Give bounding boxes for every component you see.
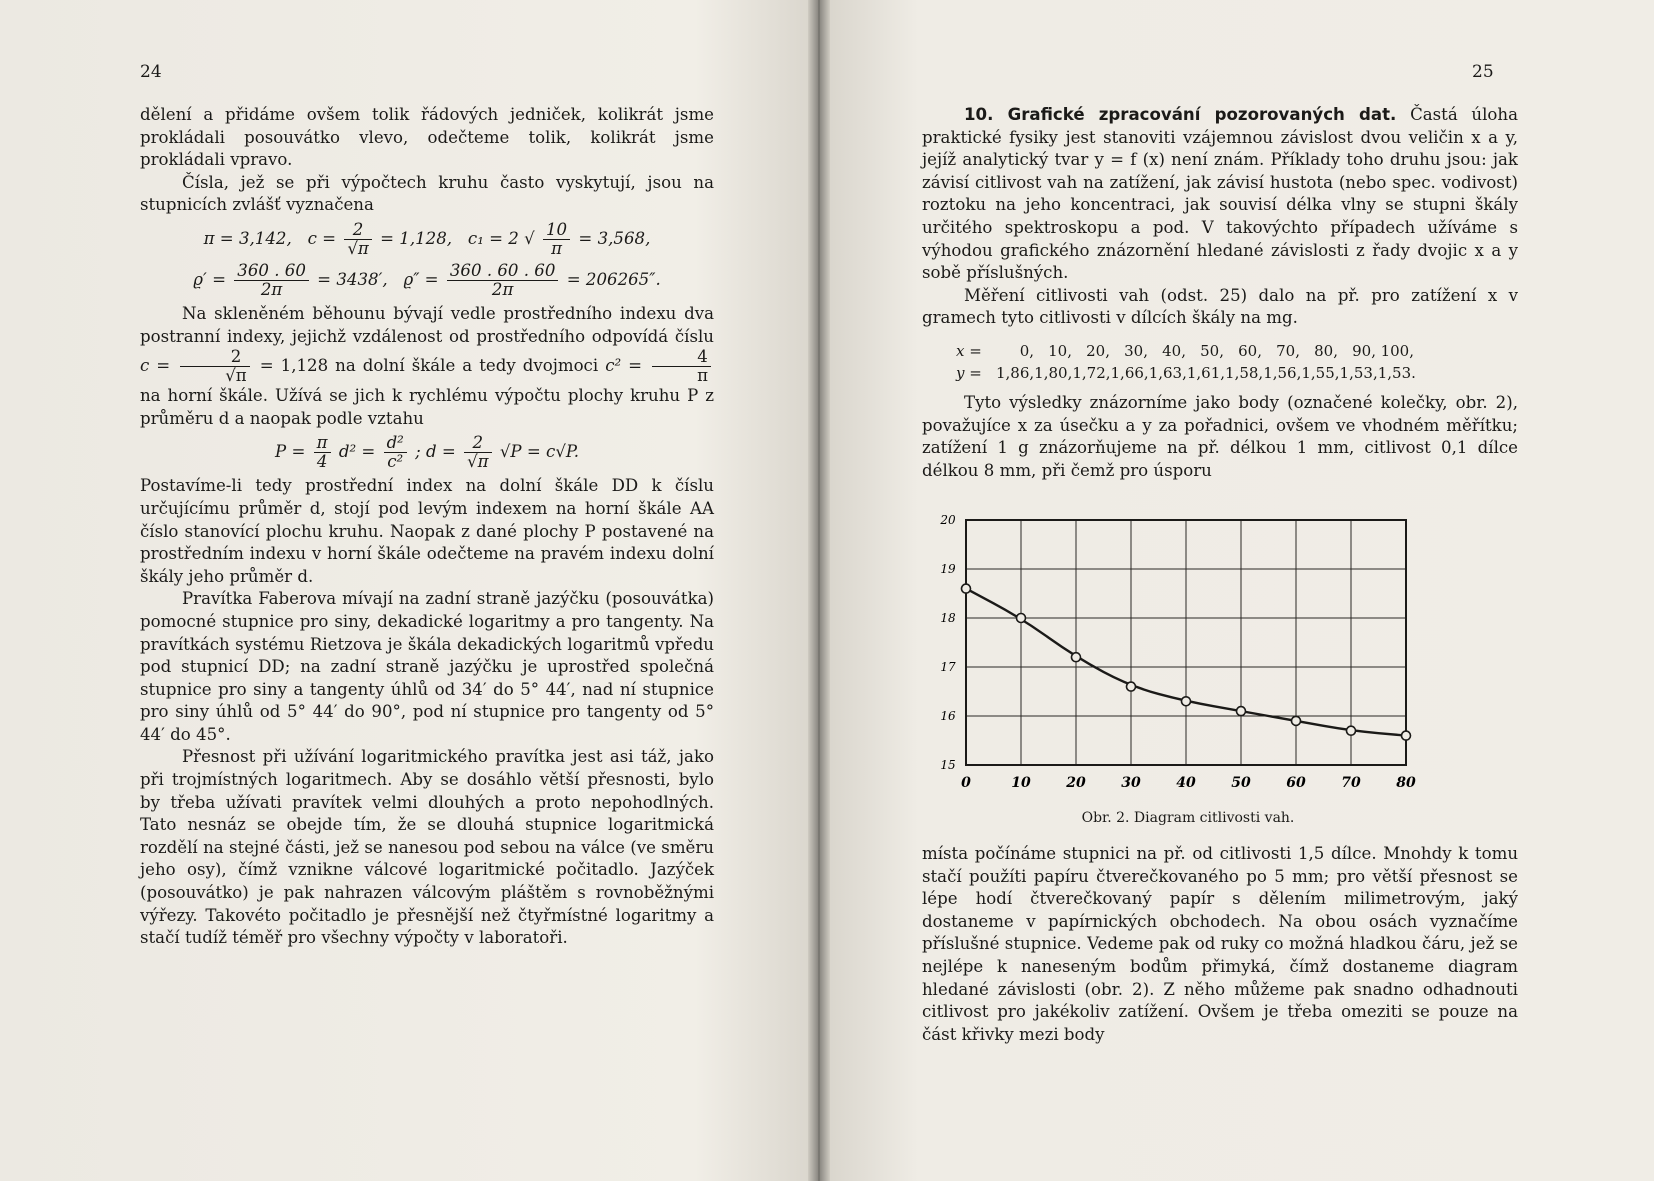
left-text-column	[140, 104, 714, 950]
y-value: 1,86,	[996, 363, 1035, 382]
data-table	[956, 340, 1518, 384]
page-number-right: 25	[1472, 62, 1494, 82]
paragraph: dělení a přidáme ovšem tolik řádových jedniček, kolikrát jsme prokládali posouvátko vlevo, odečteme tolik, kolikrát jsme prokládali vpravo.	[140, 105, 714, 170]
sensitivity-chart	[908, 512, 1468, 802]
data-point	[1072, 653, 1081, 662]
y-tick-label: 17	[940, 660, 956, 674]
data-point	[962, 584, 971, 593]
y-tick-label: 16	[940, 709, 956, 723]
y-value: 1,63,	[1148, 363, 1187, 382]
formula-pi: π = 3,142,	[203, 228, 292, 248]
y-value: 1,61,	[1186, 363, 1226, 382]
x-tick-label: 20	[1066, 775, 1086, 791]
section-paragraph: 10. Grafické zpracování pozorovaných dat. Častá úloha praktické fysiky jest stanoviti vzájemnou závislost dvou veličin x a y, jejíž analytický tvar y = f (x) není znám. Příklady toho druhu jsou: jak závisí citlivost vah na zatížení, jak závisí hustota (nebo spec. vodivost) roztoku na jeho koncentraci, jak souvisí délka vlny se stupni škály určitého spektroskopu a pod. V takovýchto případech užíváme s výhodou grafického znázornění hledané závislosti z řady dvojic x a y sobě příslušných.	[922, 105, 1518, 283]
fraction: $\frac{10}{\pi}$	[543, 221, 570, 258]
x-tick-label: 60	[1286, 775, 1306, 791]
page-number-left: 24	[140, 62, 162, 82]
fraction: $\frac{\pi}{4}$	[314, 434, 331, 471]
y-tick-label: 19	[940, 562, 956, 576]
x-value: 90,	[1352, 341, 1376, 360]
data-point	[1017, 614, 1026, 623]
data-point	[1127, 682, 1136, 691]
y-value: 1,66,	[1110, 363, 1149, 382]
book-gutter	[808, 0, 830, 1181]
paragraph: Na skleněném běhounu bývají vedle prostředního indexu dva postranní indexy, jejichž vzdálenost od prostředního odpovídá číslu c = $\frac{2}{√\pi}$ = 1,128 na dolní škále a tedy dvojmoci c² = $\frac{4}{\pi}$ na horní škále. Užívá se jich k rychlému výpočtu plochy kruhu P z průměru d a naopak podle vztahu	[140, 303, 714, 428]
paragraph: Čísla, jež se při výpočtech kruhu často vyskytují, jsou na stupnicích zvlášť vyznačena	[140, 172, 714, 215]
formula-term: c₁ = 2 √	[467, 228, 535, 248]
right-page	[818, 0, 1654, 1181]
formula-term: ϱ″ =	[403, 269, 439, 289]
x-tick-label: 40	[1176, 775, 1196, 791]
x-value: 20,	[1086, 341, 1110, 360]
formula-term: = 3,568,	[578, 228, 651, 248]
x-value: 0,	[1019, 341, 1034, 360]
y-tick-label: 15	[940, 758, 956, 772]
formula-term: ϱ′ =	[193, 269, 226, 289]
fraction: $\frac{360 . 60 . 60}{2\pi}$	[447, 262, 559, 299]
x-tick-label: 50	[1231, 775, 1251, 791]
y-value: 1,53.	[1377, 363, 1416, 382]
y-value: 1,56,	[1263, 363, 1302, 382]
x-value: 40,	[1162, 341, 1186, 360]
data-point	[1292, 716, 1301, 725]
x-value: 100,	[1380, 341, 1414, 360]
paragraph: místa počínáme stupnici na př. od citlivosti 1,5 dílce. Mnohdy k tomu stačí použíti papíru čtverečkovaného po 5 mm; pro větší přesnost se lépe hodí čtverečkovaný papír s dělením milimetrovým, jaký dostaneme v papírnických obchodech. Na obou osách vyznačíme příslušné stupnice. Vedeme pak od ruky co možná hladkou čáru, jež se nejlépe k naneseným bodům přimyká, čímž dostaneme diagram hledané závislosti (obr. 2). Z něho můžeme pak snadno odhadnouti citlivost pro jakékoliv zatížení. Ovšem je třeba omeziti se pouze na část křivky mezi body	[922, 844, 1518, 1044]
section-heading: 10. Grafické zpracování pozorovaných dat.	[964, 105, 1397, 124]
right-text-column	[922, 104, 1518, 482]
paragraph: Tyto výsledky znázorníme jako body (označené kolečky, obr. 2), považujíce x za úsečku a y za pořadnici, ovšem ve vhodném měřítku; zatížení 1 g znázorňujeme na př. délkou 1 mm, citlivost 0,1 dílce délkou 8 mm, při čemž pro úsporu	[922, 392, 1518, 480]
formula-rho	[140, 262, 714, 299]
formula-constants	[140, 221, 714, 258]
formula-area: P = $\frac{\pi}{4}$ d² = $\frac{\text{d²}}{\text{c²}}$ ; d = $\frac{2}{√\pi}$ √P = c√P.	[275, 433, 579, 472]
y-value: 1,80,	[1034, 363, 1073, 382]
figure-2	[908, 512, 1468, 826]
figure-caption: Obr. 2. Diagram citlivosti vah.	[1081, 810, 1295, 826]
data-point	[1237, 707, 1246, 716]
right-text-column-lower	[922, 843, 1518, 1046]
y-value: 1,53,	[1339, 363, 1378, 382]
y-value: 1,72,	[1072, 363, 1111, 382]
fraction: $\frac{2}{√\pi}$	[464, 434, 491, 471]
fraction: $\frac{\text{d²}}{\text{c²}}$	[384, 434, 407, 471]
y-tick-label: 18	[940, 611, 956, 625]
y-value: 1,58,	[1225, 363, 1264, 382]
data-point	[1182, 697, 1191, 706]
fraction: $\frac{2}{√\pi}$	[344, 221, 371, 258]
y-tick-label: 20	[940, 513, 956, 527]
x-value: 60,	[1238, 341, 1262, 360]
x-value: 70,	[1276, 341, 1300, 360]
x-tick-label: 70	[1341, 775, 1361, 791]
x-tick-label: 0	[961, 775, 971, 791]
formula-term: = 3438′,	[317, 269, 388, 289]
data-point	[1402, 731, 1411, 740]
paragraph: Postavíme-li tedy prostřední index na dolní škále DD k číslu určujícímu průměr d, stojí pod levým indexem na horní škále AA číslo stanovící plochu kruhu. Naopak z dané plochy P postavené na prostředním indexu v horní škále odečteme na pravém indexu dolní škály jeho průměr d.	[140, 476, 714, 586]
left-page	[0, 0, 818, 1181]
paragraph: Pravítka Faberova mívají na zadní straně jazýčku (posouvátka) pomocné stupnice pro siny, dekadické logaritmy a pro tangenty. Na pravítkách systému Rietzova je škála dekadických logaritmů vpředu pod stupnicí DD; na zadní straně jazýčku je uprostřed společná stupnice pro siny a tangenty úhlů od 34′ do 5° 44′, nad ní stupnice pro siny úhlů od 5° 44′ do 90°, pod ní stupnice pro tangenty od 5° 44′ do 45°.	[140, 589, 714, 744]
fraction: $\frac{2}{√\pi}$	[180, 348, 249, 385]
x-value: 50,	[1200, 341, 1224, 360]
x-tick-label: 10	[1011, 775, 1031, 791]
x-value: 80,	[1314, 341, 1338, 360]
y-value: 1,55,	[1301, 363, 1340, 382]
x-value: 10,	[1048, 341, 1072, 360]
formula-term: c =	[307, 228, 337, 248]
x-tick-label: 30	[1121, 775, 1141, 791]
paragraph: Přesnost při užívání logaritmického pravítka jest asi táž, jako při trojmístných logaritmech. Aby se dosáhlo větší přesnosti, bylo by třeba užívati pravítek velmi dlouhých a proto nepohodlných. Tato nesnáz se obejde tím, že se dlouhá stupnice logaritmická rozdělí na stejné části, jež se nanesou pod sebou na válce (ve směru jeho osy), čímž vznikne válcové logaritmické počitadlo. Jazýček (posouvátko) je pak nahrazen válcovým pláštěm s rovnoběžnými výřezy. Takovéto počitadlo je přesnější než čtyřmístné logaritmy a stačí tudíž téměř pro všechny výpočty v laboratoři.	[140, 747, 714, 948]
fraction: $\frac{360 . 60}{2\pi}$	[234, 262, 309, 299]
x-tick-label: 80	[1396, 775, 1416, 791]
data-point	[1347, 726, 1356, 735]
paragraph: Měření citlivosti vah (odst. 25) dalo na př. pro zatížení x v gramech tyto citlivosti v dílcích škály na mg.	[922, 285, 1518, 328]
formula-term: = 206265″.	[566, 269, 661, 289]
y-row: y = 1,86,1,80,1,72,1,66,1,63,1,61,1,58,1,56,1,55,1,53,1,53.	[956, 363, 1416, 382]
fraction: $\frac{4}{\pi}$	[652, 348, 711, 385]
x-row: x = 0, 10, 20, 30, 40, 50, 60, 70, 80, 90, 100,	[956, 341, 1414, 360]
formula-term: = 1,128,	[380, 228, 453, 248]
x-value: 30,	[1124, 341, 1148, 360]
